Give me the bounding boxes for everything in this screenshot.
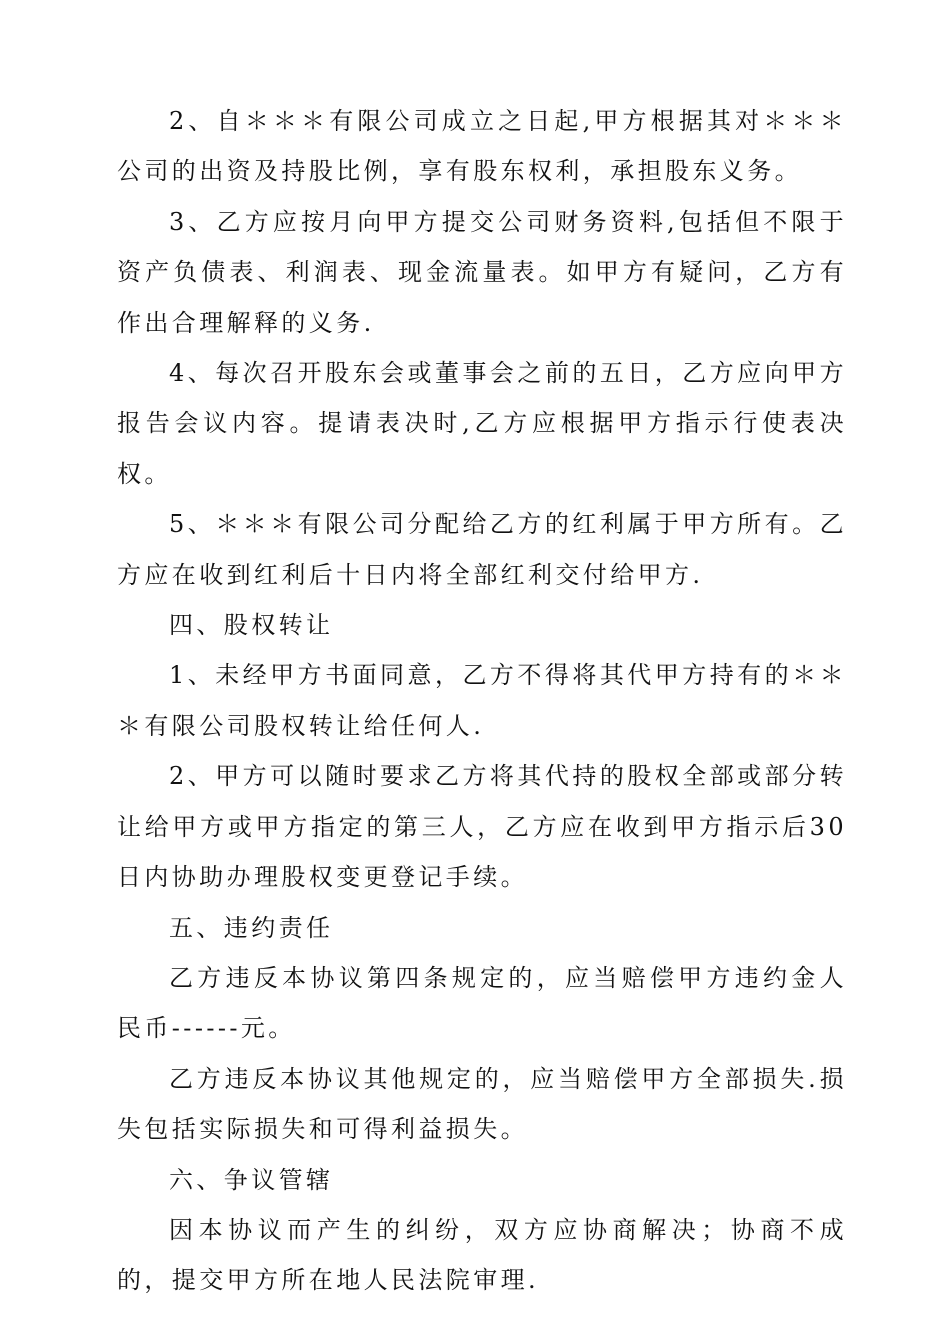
section-heading-equity-transfer: 四、股权转让	[169, 611, 334, 640]
clause-jurisdiction: 因本协议而产生的纠纷，双方应协商解决；协商不成的，提交甲方所在地人民法院审理.	[117, 1215, 847, 1295]
clause-5-dividends: 5、＊＊＊有限公司分配给乙方的红利属于甲方所有。乙方应在收到红利后十日内将全部红利交付给甲方.	[117, 510, 847, 589]
clause-4-meeting-reports: 4、每次召开股东会或董事会之前的五日，乙方应向甲方报告会议内容。提请表决时,乙方应根据甲方指示行使表决权。	[117, 359, 847, 488]
clause-liability-1: 乙方违反本协议第四条规定的，应当赔偿甲方违约金人民币------元。	[117, 963, 847, 1043]
document-page	[117, 96, 847, 1306]
section-heading-liability: 五、违约责任	[169, 913, 334, 942]
clause-3-financial-reports: 3、乙方应按月向甲方提交公司财务资料,包括但不限于资产负债表、利润表、现金流量表。如甲方有疑问，乙方有作出合理解释的义务.	[117, 207, 847, 337]
clause-transfer-1: 1、未经甲方书面同意，乙方不得将其代甲方持有的＊＊＊有限公司股权转让给任何人.	[117, 661, 847, 740]
section-heading-jurisdiction: 六、争议管辖	[169, 1165, 334, 1194]
clause-2-shareholder-rights: 2、自＊＊＊有限公司成立之日起,甲方根据其对＊＊＊公司的出资及持股比例，享有股东权利，承担股东义务。	[117, 107, 847, 186]
clause-transfer-2: 2、甲方可以随时要求乙方将其代持的股权全部或部分转让给甲方或甲方指定的第三人，乙方应在收到甲方指示后30日内协助办理股权变更登记手续。	[117, 762, 847, 892]
clause-liability-2: 乙方违反本协议其他规定的，应当赔偿甲方全部损失.损失包括实际损失和可得利益损失。	[117, 1064, 847, 1144]
